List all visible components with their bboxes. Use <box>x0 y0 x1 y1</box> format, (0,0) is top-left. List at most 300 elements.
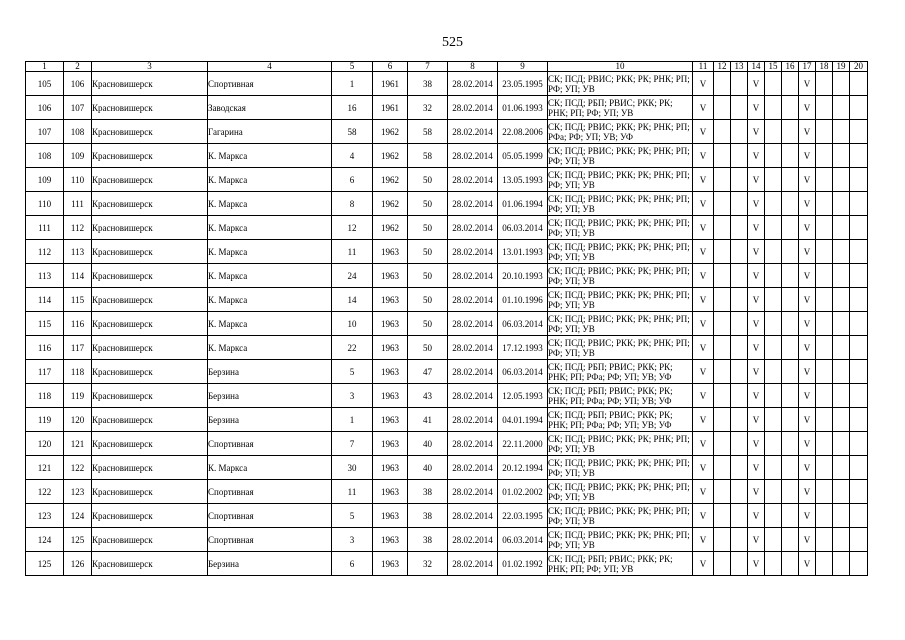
mark-cell <box>850 456 868 480</box>
city-cell: Красновишерск <box>92 384 208 408</box>
year-cell: 1963 <box>373 240 408 264</box>
row-number-cell: 110 <box>26 192 64 216</box>
column-header: 14 <box>748 62 765 72</box>
mark-cell: V <box>693 360 714 384</box>
mark-cell <box>765 360 782 384</box>
record-number-cell: 110 <box>64 168 92 192</box>
mark-cell <box>782 192 799 216</box>
row-number-cell: 107 <box>26 120 64 144</box>
mark-cell <box>816 504 833 528</box>
mark-cell: V <box>799 192 816 216</box>
mark-cell: V <box>693 240 714 264</box>
mark-cell <box>816 552 833 576</box>
mark-cell <box>833 336 850 360</box>
city-cell: Красновишерск <box>92 456 208 480</box>
date-cell: 01.02.2002 <box>498 480 548 504</box>
column-header: 16 <box>782 62 799 72</box>
mark-cell <box>833 168 850 192</box>
street-cell: К. Маркса <box>208 312 332 336</box>
percent-cell: 43 <box>408 384 448 408</box>
table-row <box>26 144 868 168</box>
city-cell: Красновишерск <box>92 96 208 120</box>
mark-cell: V <box>799 96 816 120</box>
mark-cell <box>833 456 850 480</box>
mark-cell <box>782 72 799 96</box>
codes-cell: СК; ПСД; РВИС; РКК; РК; РНК; РП; РФ; УП; УВ <box>548 456 693 480</box>
column-header: 18 <box>816 62 833 72</box>
street-cell: Гагарина <box>208 120 332 144</box>
row-number-cell: 108 <box>26 144 64 168</box>
mark-cell: V <box>693 480 714 504</box>
date-cell: 28.02.2014 <box>448 168 498 192</box>
mark-cell <box>765 432 782 456</box>
mark-cell <box>765 72 782 96</box>
record-number-cell: 106 <box>64 72 92 96</box>
mark-cell: V <box>693 288 714 312</box>
house-number-cell: 1 <box>332 408 373 432</box>
date-cell: 28.02.2014 <box>448 240 498 264</box>
mark-cell: V <box>693 120 714 144</box>
year-cell: 1962 <box>373 120 408 144</box>
table-body <box>26 72 868 576</box>
row-number-cell: 121 <box>26 456 64 480</box>
mark-cell <box>731 312 748 336</box>
column-header: 10 <box>548 62 693 72</box>
percent-cell: 32 <box>408 96 448 120</box>
column-header: 8 <box>448 62 498 72</box>
mark-cell <box>731 96 748 120</box>
column-header: 4 <box>208 62 332 72</box>
mark-cell <box>833 552 850 576</box>
mark-cell <box>816 168 833 192</box>
mark-cell: V <box>748 96 765 120</box>
house-number-cell: 11 <box>332 240 373 264</box>
mark-cell <box>714 312 731 336</box>
mark-cell <box>833 504 850 528</box>
year-cell: 1962 <box>373 168 408 192</box>
row-number-cell: 106 <box>26 96 64 120</box>
year-cell: 1963 <box>373 432 408 456</box>
mark-cell <box>850 264 868 288</box>
mark-cell <box>731 240 748 264</box>
mark-cell <box>816 408 833 432</box>
row-number-cell: 117 <box>26 360 64 384</box>
mark-cell: V <box>693 336 714 360</box>
mark-cell: V <box>693 144 714 168</box>
street-cell: К. Маркса <box>208 456 332 480</box>
record-number-cell: 115 <box>64 288 92 312</box>
codes-cell: СК; ПСД; РБП; РВИС; РКК; РК; РНК; РП; РФ; УП; УВ <box>548 96 693 120</box>
date-cell: 20.12.1994 <box>498 456 548 480</box>
mark-cell <box>782 384 799 408</box>
date-cell: 28.02.2014 <box>448 360 498 384</box>
column-header: 11 <box>693 62 714 72</box>
date-cell: 06.03.2014 <box>498 528 548 552</box>
row-number-cell: 105 <box>26 72 64 96</box>
mark-cell <box>833 264 850 288</box>
date-cell: 12.05.1993 <box>498 384 548 408</box>
date-cell: 28.02.2014 <box>448 336 498 360</box>
mark-cell: V <box>693 96 714 120</box>
mark-cell <box>765 216 782 240</box>
city-cell: Красновишерск <box>92 72 208 96</box>
table-row <box>26 408 868 432</box>
street-cell: Берзина <box>208 552 332 576</box>
mark-cell <box>714 240 731 264</box>
record-number-cell: 108 <box>64 120 92 144</box>
street-cell: Спортивная <box>208 432 332 456</box>
mark-cell <box>850 72 868 96</box>
mark-cell <box>816 96 833 120</box>
mark-cell <box>816 480 833 504</box>
mark-cell <box>765 192 782 216</box>
mark-cell <box>765 528 782 552</box>
mark-cell <box>765 408 782 432</box>
mark-cell <box>714 144 731 168</box>
column-header: 7 <box>408 62 448 72</box>
percent-cell: 47 <box>408 360 448 384</box>
codes-cell: СК; ПСД; РВИС; РКК; РК; РНК; РП; РФ; УП; УВ <box>548 72 693 96</box>
mark-cell <box>833 72 850 96</box>
city-cell: Красновишерск <box>92 240 208 264</box>
mark-cell <box>782 144 799 168</box>
record-number-cell: 113 <box>64 240 92 264</box>
mark-cell <box>731 216 748 240</box>
row-number-cell: 124 <box>26 528 64 552</box>
mark-cell: V <box>799 552 816 576</box>
mark-cell <box>850 528 868 552</box>
mark-cell <box>782 240 799 264</box>
mark-cell <box>714 336 731 360</box>
mark-cell <box>850 480 868 504</box>
mark-cell <box>714 384 731 408</box>
year-cell: 1962 <box>373 144 408 168</box>
mark-cell <box>731 384 748 408</box>
mark-cell <box>782 480 799 504</box>
house-number-cell: 6 <box>332 168 373 192</box>
mark-cell <box>833 312 850 336</box>
mark-cell: V <box>799 432 816 456</box>
row-number-cell: 115 <box>26 312 64 336</box>
date-cell: 22.11.2000 <box>498 432 548 456</box>
mark-cell: V <box>748 480 765 504</box>
mark-cell <box>765 504 782 528</box>
record-number-cell: 109 <box>64 144 92 168</box>
column-header: 12 <box>714 62 731 72</box>
table-row <box>26 240 868 264</box>
table-row <box>26 120 868 144</box>
mark-cell <box>714 288 731 312</box>
table-row <box>26 480 868 504</box>
house-number-cell: 8 <box>332 192 373 216</box>
date-cell: 05.05.1999 <box>498 144 548 168</box>
mark-cell <box>816 456 833 480</box>
table-row <box>26 360 868 384</box>
year-cell: 1963 <box>373 552 408 576</box>
mark-cell <box>731 264 748 288</box>
mark-cell: V <box>693 552 714 576</box>
date-cell: 28.02.2014 <box>448 216 498 240</box>
codes-cell: СК; ПСД; РВИС; РКК; РК; РНК; РП; РФ; УП; УВ <box>548 504 693 528</box>
house-number-cell: 24 <box>332 264 373 288</box>
record-number-cell: 125 <box>64 528 92 552</box>
percent-cell: 32 <box>408 552 448 576</box>
street-cell: К. Маркса <box>208 168 332 192</box>
mark-cell <box>714 168 731 192</box>
street-cell: К. Маркса <box>208 240 332 264</box>
mark-cell: V <box>799 168 816 192</box>
date-cell: 06.03.2014 <box>498 312 548 336</box>
codes-cell: СК; ПСД; РВИС; РКК; РК; РНК; РП; РФ; УП; УВ <box>548 192 693 216</box>
date-cell: 28.02.2014 <box>448 504 498 528</box>
mark-cell <box>731 336 748 360</box>
percent-cell: 58 <box>408 120 448 144</box>
mark-cell <box>816 360 833 384</box>
year-cell: 1961 <box>373 72 408 96</box>
mark-cell <box>731 360 748 384</box>
table-row <box>26 96 868 120</box>
mark-cell <box>731 504 748 528</box>
row-number-cell: 111 <box>26 216 64 240</box>
year-cell: 1963 <box>373 456 408 480</box>
street-cell: Берзина <box>208 360 332 384</box>
record-number-cell: 117 <box>64 336 92 360</box>
mark-cell: V <box>693 72 714 96</box>
mark-cell <box>850 432 868 456</box>
mark-cell: V <box>693 312 714 336</box>
year-cell: 1963 <box>373 504 408 528</box>
street-cell: Заводская <box>208 96 332 120</box>
record-number-cell: 116 <box>64 312 92 336</box>
percent-cell: 50 <box>408 264 448 288</box>
percent-cell: 50 <box>408 216 448 240</box>
record-number-cell: 124 <box>64 504 92 528</box>
mark-cell: V <box>748 216 765 240</box>
mark-cell: V <box>748 504 765 528</box>
mark-cell <box>765 288 782 312</box>
mark-cell: V <box>799 72 816 96</box>
record-number-cell: 123 <box>64 480 92 504</box>
house-number-cell: 12 <box>332 216 373 240</box>
mark-cell <box>731 456 748 480</box>
codes-cell: СК; ПСД; РВИС; РКК; РК; РНК; РП; РФ; УП; УВ <box>548 264 693 288</box>
date-cell: 06.03.2014 <box>498 360 548 384</box>
date-cell: 01.02.1992 <box>498 552 548 576</box>
mark-cell <box>714 360 731 384</box>
row-number-cell: 119 <box>26 408 64 432</box>
mark-cell: V <box>693 528 714 552</box>
mark-cell <box>714 264 731 288</box>
codes-cell: СК; ПСД; РВИС; РКК; РК; РНК; РП; РФ; УП; УВ <box>548 432 693 456</box>
mark-cell: V <box>693 168 714 192</box>
street-cell: Спортивная <box>208 72 332 96</box>
table-row <box>26 528 868 552</box>
percent-cell: 50 <box>408 192 448 216</box>
mark-cell <box>782 168 799 192</box>
street-cell: Берзина <box>208 384 332 408</box>
record-number-cell: 112 <box>64 216 92 240</box>
mark-cell: V <box>748 288 765 312</box>
mark-cell <box>731 408 748 432</box>
mark-cell <box>816 432 833 456</box>
mark-cell <box>714 408 731 432</box>
mark-cell <box>782 432 799 456</box>
codes-cell: СК; ПСД; РВИС; РКК; РК; РНК; РП; РФ; УП; УВ <box>548 168 693 192</box>
mark-cell: V <box>799 336 816 360</box>
mark-cell: V <box>748 144 765 168</box>
mark-cell: V <box>693 456 714 480</box>
street-cell: Спортивная <box>208 528 332 552</box>
table-row <box>26 504 868 528</box>
mark-cell: V <box>693 408 714 432</box>
mark-cell <box>714 96 731 120</box>
mark-cell <box>765 480 782 504</box>
date-cell: 28.02.2014 <box>448 528 498 552</box>
mark-cell <box>765 552 782 576</box>
row-number-cell: 114 <box>26 288 64 312</box>
mark-cell: V <box>748 168 765 192</box>
codes-cell: СК; ПСД; РБП; РВИС; РКК; РК; РНК; РП; РФа; РФ; УП; УВ; УФ <box>548 384 693 408</box>
row-number-cell: 122 <box>26 480 64 504</box>
codes-cell: СК; ПСД; РВИС; РКК; РК; РНК; РП; РФ; УП; УВ <box>548 144 693 168</box>
page-number: 525 <box>442 35 463 50</box>
city-cell: Красновишерск <box>92 528 208 552</box>
mark-cell <box>731 168 748 192</box>
mark-cell <box>765 312 782 336</box>
mark-cell <box>850 192 868 216</box>
mark-cell <box>850 288 868 312</box>
mark-cell <box>833 288 850 312</box>
mark-cell <box>816 312 833 336</box>
year-cell: 1963 <box>373 288 408 312</box>
mark-cell <box>850 120 868 144</box>
mark-cell: V <box>693 216 714 240</box>
mark-cell <box>731 144 748 168</box>
city-cell: Красновишерск <box>92 144 208 168</box>
mark-cell: V <box>693 264 714 288</box>
mark-cell <box>714 552 731 576</box>
record-number-cell: 121 <box>64 432 92 456</box>
house-number-cell: 5 <box>332 360 373 384</box>
house-number-cell: 30 <box>332 456 373 480</box>
mark-cell <box>850 504 868 528</box>
record-number-cell: 126 <box>64 552 92 576</box>
mark-cell <box>731 192 748 216</box>
mark-cell <box>850 96 868 120</box>
mark-cell: V <box>748 528 765 552</box>
codes-cell: СК; ПСД; РВИС; РКК; РК; РНК; РП; РФ; УП; УВ <box>548 336 693 360</box>
street-cell: К. Маркса <box>208 144 332 168</box>
date-cell: 28.02.2014 <box>448 432 498 456</box>
mark-cell <box>816 144 833 168</box>
mark-cell <box>765 144 782 168</box>
street-cell: Спортивная <box>208 504 332 528</box>
house-number-cell: 58 <box>332 120 373 144</box>
mark-cell <box>782 216 799 240</box>
record-number-cell: 120 <box>64 408 92 432</box>
house-number-cell: 22 <box>332 336 373 360</box>
row-number-cell: 123 <box>26 504 64 528</box>
date-cell: 04.01.1994 <box>498 408 548 432</box>
city-cell: Красновишерск <box>92 312 208 336</box>
mark-cell <box>833 432 850 456</box>
date-cell: 01.06.1994 <box>498 192 548 216</box>
mark-cell <box>731 552 748 576</box>
mark-cell <box>816 384 833 408</box>
mark-cell: V <box>693 192 714 216</box>
year-cell: 1963 <box>373 360 408 384</box>
street-cell: К. Маркса <box>208 216 332 240</box>
street-cell: Спортивная <box>208 480 332 504</box>
column-header: 6 <box>373 62 408 72</box>
record-number-cell: 114 <box>64 264 92 288</box>
date-cell: 22.03.1995 <box>498 504 548 528</box>
codes-cell: СК; ПСД; РВИС; РКК; РК; РНК; РП; РФ; УП; УВ <box>548 288 693 312</box>
house-number-cell: 1 <box>332 72 373 96</box>
date-cell: 28.02.2014 <box>448 456 498 480</box>
record-number-cell: 118 <box>64 360 92 384</box>
percent-cell: 50 <box>408 168 448 192</box>
row-number-cell: 116 <box>26 336 64 360</box>
register-table <box>25 61 868 576</box>
date-cell: 22.08.2006 <box>498 120 548 144</box>
mark-cell <box>714 432 731 456</box>
date-cell: 28.02.2014 <box>448 552 498 576</box>
percent-cell: 38 <box>408 480 448 504</box>
mark-cell <box>714 528 731 552</box>
mark-cell: V <box>748 72 765 96</box>
house-number-cell: 5 <box>332 504 373 528</box>
mark-cell <box>782 528 799 552</box>
date-cell: 28.02.2014 <box>448 192 498 216</box>
date-cell: 28.02.2014 <box>448 120 498 144</box>
table-row <box>26 336 868 360</box>
row-number-cell: 112 <box>26 240 64 264</box>
percent-cell: 50 <box>408 240 448 264</box>
mark-cell <box>816 192 833 216</box>
percent-cell: 38 <box>408 72 448 96</box>
street-cell: К. Маркса <box>208 192 332 216</box>
mark-cell: V <box>748 120 765 144</box>
date-cell: 20.10.1993 <box>498 264 548 288</box>
percent-cell: 50 <box>408 312 448 336</box>
mark-cell: V <box>799 240 816 264</box>
codes-cell: СК; ПСД; РВИС; РКК; РК; РНК; РП; РФ; УП; УВ <box>548 240 693 264</box>
codes-cell: СК; ПСД; РВИС; РКК; РК; РНК; РП; РФ; УП; УВ <box>548 528 693 552</box>
codes-cell: СК; ПСД; РБП; РВИС; РКК; РК; РНК; РП; РФ; УП; УВ <box>548 552 693 576</box>
year-cell: 1963 <box>373 408 408 432</box>
column-header: 17 <box>799 62 816 72</box>
column-header: 13 <box>731 62 748 72</box>
column-header: 5 <box>332 62 373 72</box>
table-row <box>26 72 868 96</box>
date-cell: 28.02.2014 <box>448 408 498 432</box>
house-number-cell: 4 <box>332 144 373 168</box>
city-cell: Красновишерск <box>92 504 208 528</box>
record-number-cell: 119 <box>64 384 92 408</box>
year-cell: 1961 <box>373 96 408 120</box>
mark-cell <box>833 360 850 384</box>
mark-cell: V <box>799 408 816 432</box>
date-cell: 28.02.2014 <box>448 288 498 312</box>
city-cell: Красновишерск <box>92 408 208 432</box>
percent-cell: 38 <box>408 528 448 552</box>
city-cell: Красновишерск <box>92 264 208 288</box>
date-cell: 28.02.2014 <box>448 480 498 504</box>
house-number-cell: 7 <box>332 432 373 456</box>
date-cell: 28.02.2014 <box>448 72 498 96</box>
house-number-cell: 3 <box>332 528 373 552</box>
